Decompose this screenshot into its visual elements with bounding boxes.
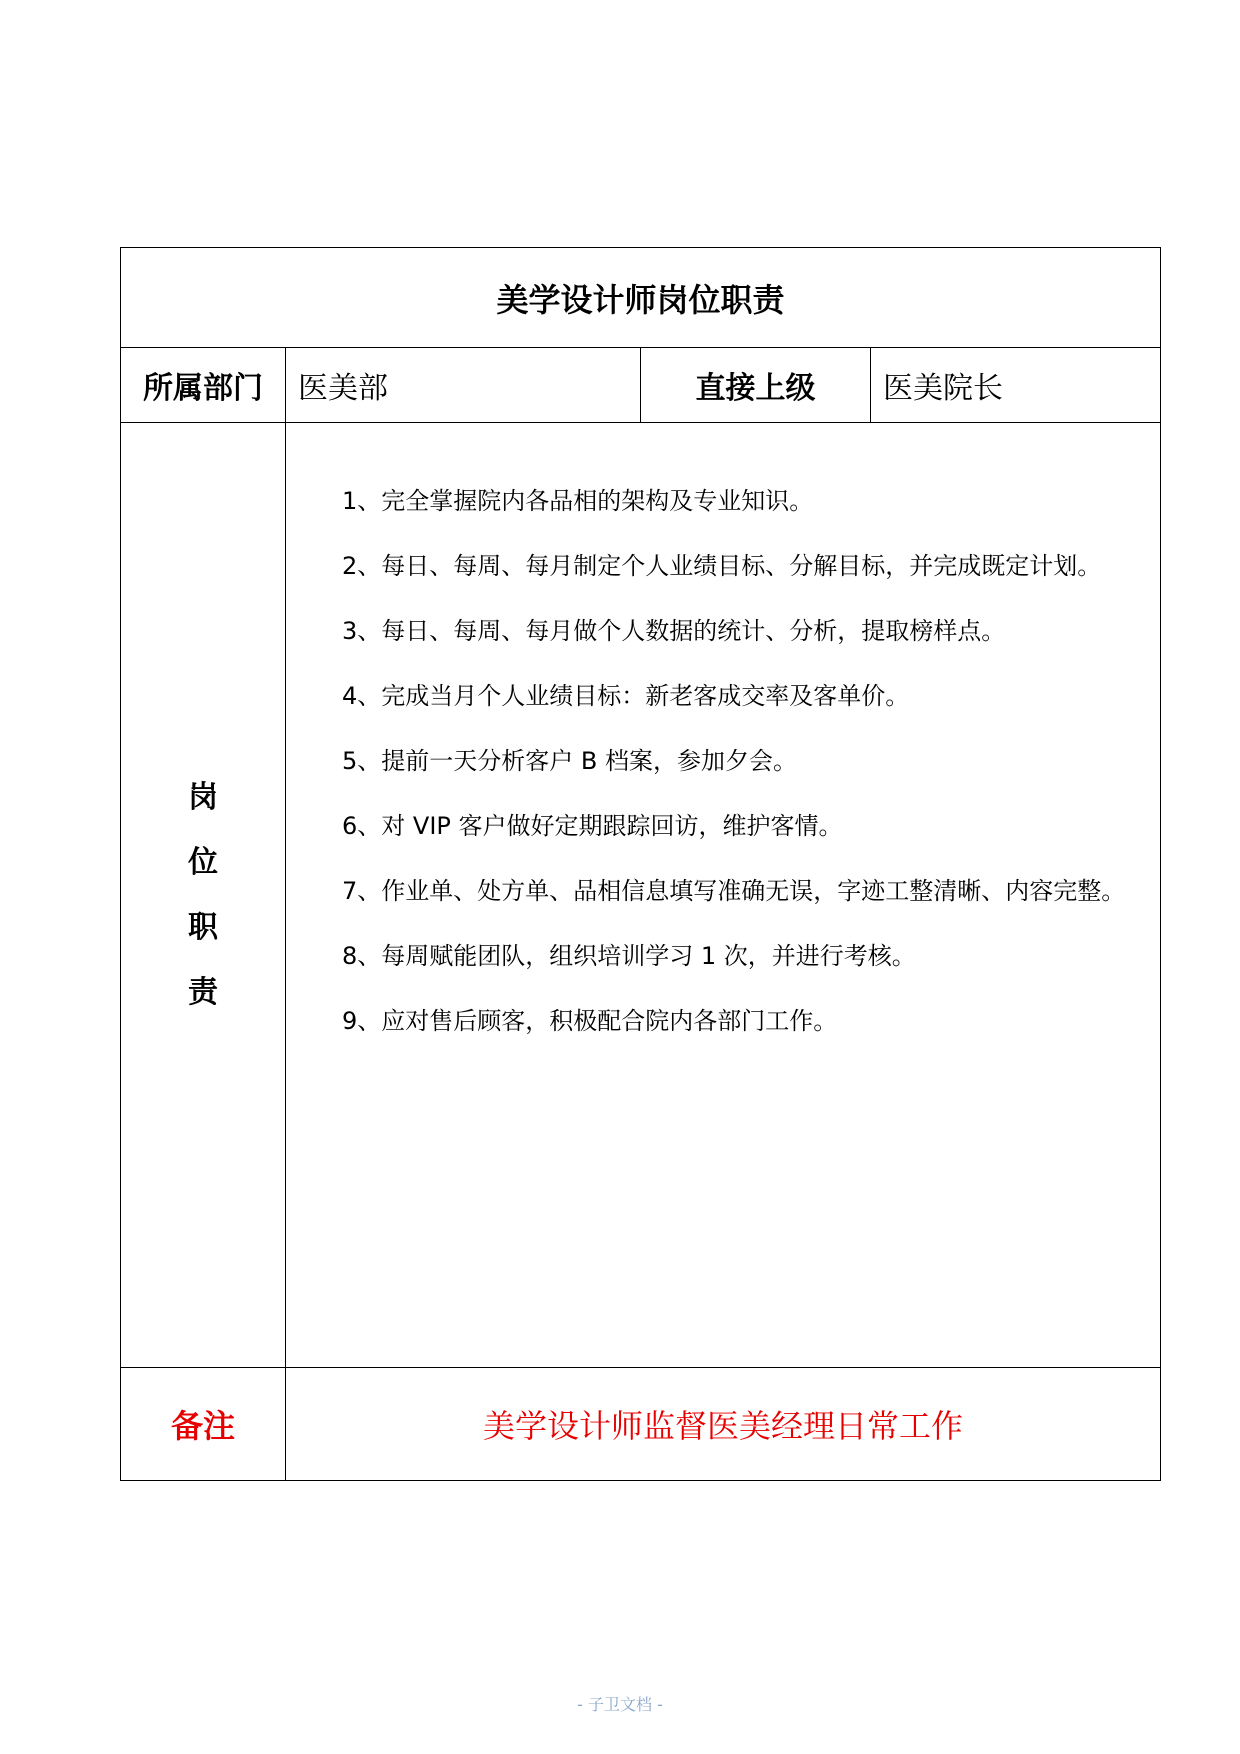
duty-item: 8、每周赋能团队，组织培训学习 1 次，并进行考核。 (342, 942, 916, 970)
duties-label-char: 位 (188, 845, 218, 880)
document-title: 美学设计师岗位职责 (121, 248, 1161, 348)
duty-item: 4、完成当月个人业绩目标：新老客成交率及客单价。 (342, 682, 910, 710)
page-footer: - 子卫文档 - (577, 1695, 663, 1714)
duties-label-char: 岗 (188, 780, 218, 815)
duty-item: 7、作业单、处方单、品相信息填写准确无误，字迹工整清晰、内容完整。 (342, 877, 1126, 905)
duty-item: 3、每日、每周、每月做个人数据的统计、分析，提取榜样点。 (342, 617, 1006, 645)
duty-item: 6、对 VIP 客户做好定期跟踪回访，维护客情。 (342, 812, 843, 840)
department-label: 所属部门 (121, 348, 286, 423)
department-value: 医美部 (286, 348, 641, 423)
duty-item: 2、每日、每周、每月制定个人业绩目标、分解目标，并完成既定计划。 (342, 552, 1102, 580)
duty-item: 1、完全掌握院内各品相的架构及专业知识。 (342, 487, 814, 515)
duty-item: 5、提前一天分析客户 B 档案，参加夕会。 (342, 747, 797, 775)
duties-label (121, 423, 286, 1368)
duty-item: 9、应对售后顾客，积极配合院内各部门工作。 (342, 1007, 838, 1035)
remarks-label: 备注 (121, 1368, 286, 1481)
supervisor-value: 医美院长 (871, 348, 1161, 423)
remarks-value: 美学设计师监督医美经理日常工作 (286, 1368, 1161, 1481)
supervisor-label: 直接上级 (641, 348, 871, 423)
duties-label-char: 职 (188, 910, 218, 945)
duties-label-char: 责 (188, 975, 218, 1010)
job-description-table (120, 247, 1161, 1481)
duties-list (286, 423, 1161, 1368)
